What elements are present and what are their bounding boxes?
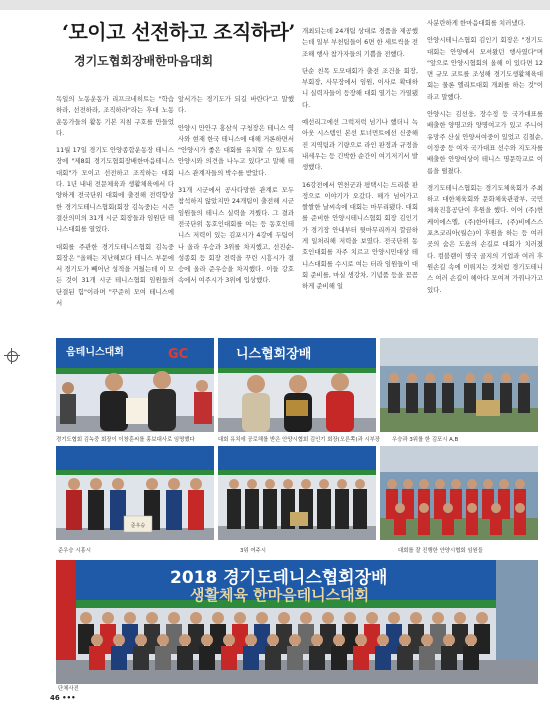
person-body xyxy=(89,646,105,670)
person-head xyxy=(410,612,422,624)
person-head xyxy=(124,612,136,624)
person-body xyxy=(331,646,347,670)
photo-winners xyxy=(380,338,538,432)
person-head xyxy=(388,612,400,624)
person-body xyxy=(419,646,435,670)
paragraph: 안양시 만안구 홍삼식 구청장은 테니스 역사와 현재 한국 테니스에 대해 거론하면서 "안양시가 좋은 대회를 유치할 수 있도록 안양시와 의견을 나누고 있다"고 말해 테니스 관계자들의 박수를 받았다. xyxy=(178,123,294,177)
paragraph: 개최되는데 24개팀 상대로 경품을 제공했는데 일부 부천팀들이 6면 한 세트씩을 전조해 행사 참가자들의 기쁨을 전했다. xyxy=(302,27,418,58)
caption-winners: 우승과 3위를 한 김포시 A,B xyxy=(392,437,459,443)
person-head xyxy=(267,634,279,646)
paragraph: 예선리그에선 그럭저럭 넘기나 했더니 녹아웃 시스템인 본선 토너먼트에선 신중해진 지역팀과 기량으로 라인 판정과 규정을 내세우는 등 긴박한 순간이 여기저기서 발생했다. xyxy=(302,118,418,172)
person-head xyxy=(355,634,367,646)
paragraph: 경기도테니스협회는 경기도체육회가 주최하고 대한체육회와 문화체육관광부, 국민체육진흥공단이 후원을 했다. 이어 (주)헌케이에스엘, (주)한아테크, (주)비에스스포츠코리아(월슨)이 후원을 하는 등 여러곳의 숨은 도움의 손길로 대회가 치러졌다. 컴블랜이 명국 골지의 기업과 여러 후원손길 속에 이뤄지는 것처럼 경기도테니스 여러 손길이 헤아다 모여져 가꿔나가고 있다. xyxy=(427,183,543,294)
person-head xyxy=(80,612,92,624)
banner-fragment: 음테니스대회 xyxy=(66,347,124,358)
paragraph: 안양시는 김선웅, 장수정 등 국가대표를 배출한 양명고와 양명여고가 있고 주니어 유망주 산실 안양서여중이 있었고 김철순, 이정중 등 여자 국가대표 선수와 지도자를 배출한 안양여상이 테니스 명문학교로 이름을 떨쳤다. xyxy=(427,110,543,175)
person-head xyxy=(245,634,257,646)
caption-plaque: 대회 유치에 공로해를 받은 안양시협회 김인기 회장(오른쪽)과 시부장 xyxy=(218,437,381,443)
person-body xyxy=(463,646,479,670)
paragraph: 사분란하게 한마음대회를 치러냈다. xyxy=(427,19,526,27)
person-head xyxy=(333,634,345,646)
paragraph: 11월 17일 경기도 안양종합운동장 테니스장에 "제8회 경기도협회장배한마음테니스대회"가 모이고 선전하고 조직하는 대회다. 1년 내내 전문체육과 생활체육에서 다양하게 전국단위 대회에 출전해 전력향상 한 경기도테니스협회(회장 김녹중)는 시즌 결산의미의 31개 시군 회장들과 임원단 테니스대회를 열었다. xyxy=(56,146,174,234)
person-head xyxy=(366,612,378,624)
caption-group: 단체사진 xyxy=(58,686,79,692)
photo-staff xyxy=(380,446,538,540)
paragraph: 16강전에서 연천군과 평택시는 드리블 판정으로 이야기가 오갔다. 해가 넘어가고 쌀쌀한 날씨속에 대회는 마무리됐다. 대회를 준비한 안양시테니스협회 회장 김인기가 경기장 안내부터 뒷마무리까지 깔끔하게 일처리해 저력을 보였다. 전국단위 동호인대회를 자주 치르고 안양시민대상 테니스대회를 수시로 여는 터라 임원들이 대회 준비를, 마실 생강차, 기념품 등을 꼼꼼하게 준비해 일 xyxy=(302,180,418,291)
person-head xyxy=(454,612,466,624)
person-head xyxy=(465,634,477,646)
person-body xyxy=(199,646,215,670)
person-head xyxy=(234,612,246,624)
person-body xyxy=(221,646,237,670)
banner-fragment: 니스협회장배 xyxy=(236,347,312,362)
person-head xyxy=(300,612,312,624)
person-body xyxy=(177,646,193,670)
person-body xyxy=(155,646,171,670)
person-body xyxy=(309,646,325,670)
person-head xyxy=(201,634,213,646)
text-column-3 xyxy=(302,26,418,299)
paragraph: 31개 시군에서 공사다망한 관계로 모두 참석하지 않았지만 24개팀이 출전해 시군 임원들의 테니스 실력을 겨뤘다. 그 결과 전국단위 동호인대회를 여는 등 동호인테니스 저력이 있는 김포시가 4강에 두팀이나 올라 우승과 3위를 차지했고, 선진순-성종회 등 회장 전력을 꾸린 시흥시가 결승에 올라 준우승을 차지했다. 이들 강호속에서 여주시가 3위에 입상했다. xyxy=(178,186,294,285)
article-title: ‘모이고 선전하고 조직하라’ xyxy=(62,20,295,44)
person-body xyxy=(243,646,259,670)
person-head xyxy=(322,612,334,624)
person-head xyxy=(179,634,191,646)
person-head xyxy=(256,612,268,624)
person-head xyxy=(212,612,224,624)
person-body xyxy=(265,646,281,670)
group-banner-title: 2018 경기도테니스협회장배 xyxy=(170,568,388,588)
person-head xyxy=(113,634,125,646)
person-head xyxy=(377,634,389,646)
person-body xyxy=(287,646,303,670)
article-subtitle: 경기도협회장배한마음대회 xyxy=(74,54,214,68)
person-head xyxy=(399,634,411,646)
trophy-label: 준우승 xyxy=(130,523,146,529)
caption-staff: 대회를 잘 진행한 안양시협회 임원들 xyxy=(398,548,483,554)
person-body xyxy=(111,646,127,670)
person-head xyxy=(289,634,301,646)
paragraph: 단순 친목 도모대회가 출전 조건을 회장, 부회장, 사무장에서 임원, 이사로 확대하니 실력자들이 등장해 대회 열기는 가열됐다. xyxy=(302,66,418,109)
text-column-1 xyxy=(56,94,174,315)
caption-third-place: 3위 여주시 xyxy=(240,548,266,554)
person-head xyxy=(476,612,488,624)
person-head xyxy=(102,612,114,624)
person-head xyxy=(443,634,455,646)
photo-third-place xyxy=(218,446,376,540)
person-body xyxy=(441,646,457,670)
group-banner-subtitle: 생활체육 한마음테니스대회 xyxy=(190,586,370,604)
caption-award: 경기도협회 김녹중 회장이 이창훈씨를 홍보대사로 임명했다 xyxy=(56,437,195,443)
person-head xyxy=(157,634,169,646)
person-body xyxy=(375,646,391,670)
person-head xyxy=(432,612,444,624)
person-head xyxy=(223,634,235,646)
person-head xyxy=(168,612,180,624)
crop-mark-left xyxy=(4,348,20,364)
paragraph: 대회를 주관한 경기도테니스협회 김녹중 회장은 "올해는 지난해보다 테니스 부문에서 경기도가 빼어난 성적을 거뒀는데 이 모든 것이 31개 시군 테니스협회 임원들의 단결된 힘"이라며 "꾸준히 모여 테니스에서 xyxy=(56,242,174,308)
person-head xyxy=(146,612,158,624)
person-body xyxy=(397,646,413,670)
person-head xyxy=(91,634,103,646)
photo-runner-up xyxy=(56,446,214,540)
shirt-logo-text: GC xyxy=(168,347,189,362)
caption-runner-up: 준우승 시흥시 xyxy=(58,548,91,554)
page-number: 46 ••• xyxy=(50,694,76,702)
paragraph: 앞서가는 경기도가 되길 바란다"고 말했다. xyxy=(178,95,294,115)
person-head xyxy=(344,612,356,624)
person-head xyxy=(311,634,323,646)
person-head xyxy=(190,612,202,624)
text-column-4 xyxy=(427,18,543,302)
person-head xyxy=(421,634,433,646)
paragraph: 독일의 노동운동가 리프크네히트는 "학습하라, 선전하라, 조직하라"라는 후대 노동운동가들의 활동 기본 지침 구호를 만들었다. xyxy=(56,95,174,137)
top-band xyxy=(0,0,550,10)
paragraph: 안양시테니스협회 김인기 회장은 "경기도대회는 안양에서 모셔왔던 행사였다"며 "앞으로 안양시협회의 올해 이 있다면 12면 규모 코트를 조성해 경기도생활체육대회는 물론 엘리트대회 개최를 하는 것"이라고 말했다. xyxy=(427,36,543,101)
person-body xyxy=(353,646,369,670)
person-head xyxy=(135,634,147,646)
text-column-2 xyxy=(178,94,294,293)
person-head xyxy=(278,612,290,624)
person-body xyxy=(133,646,149,670)
